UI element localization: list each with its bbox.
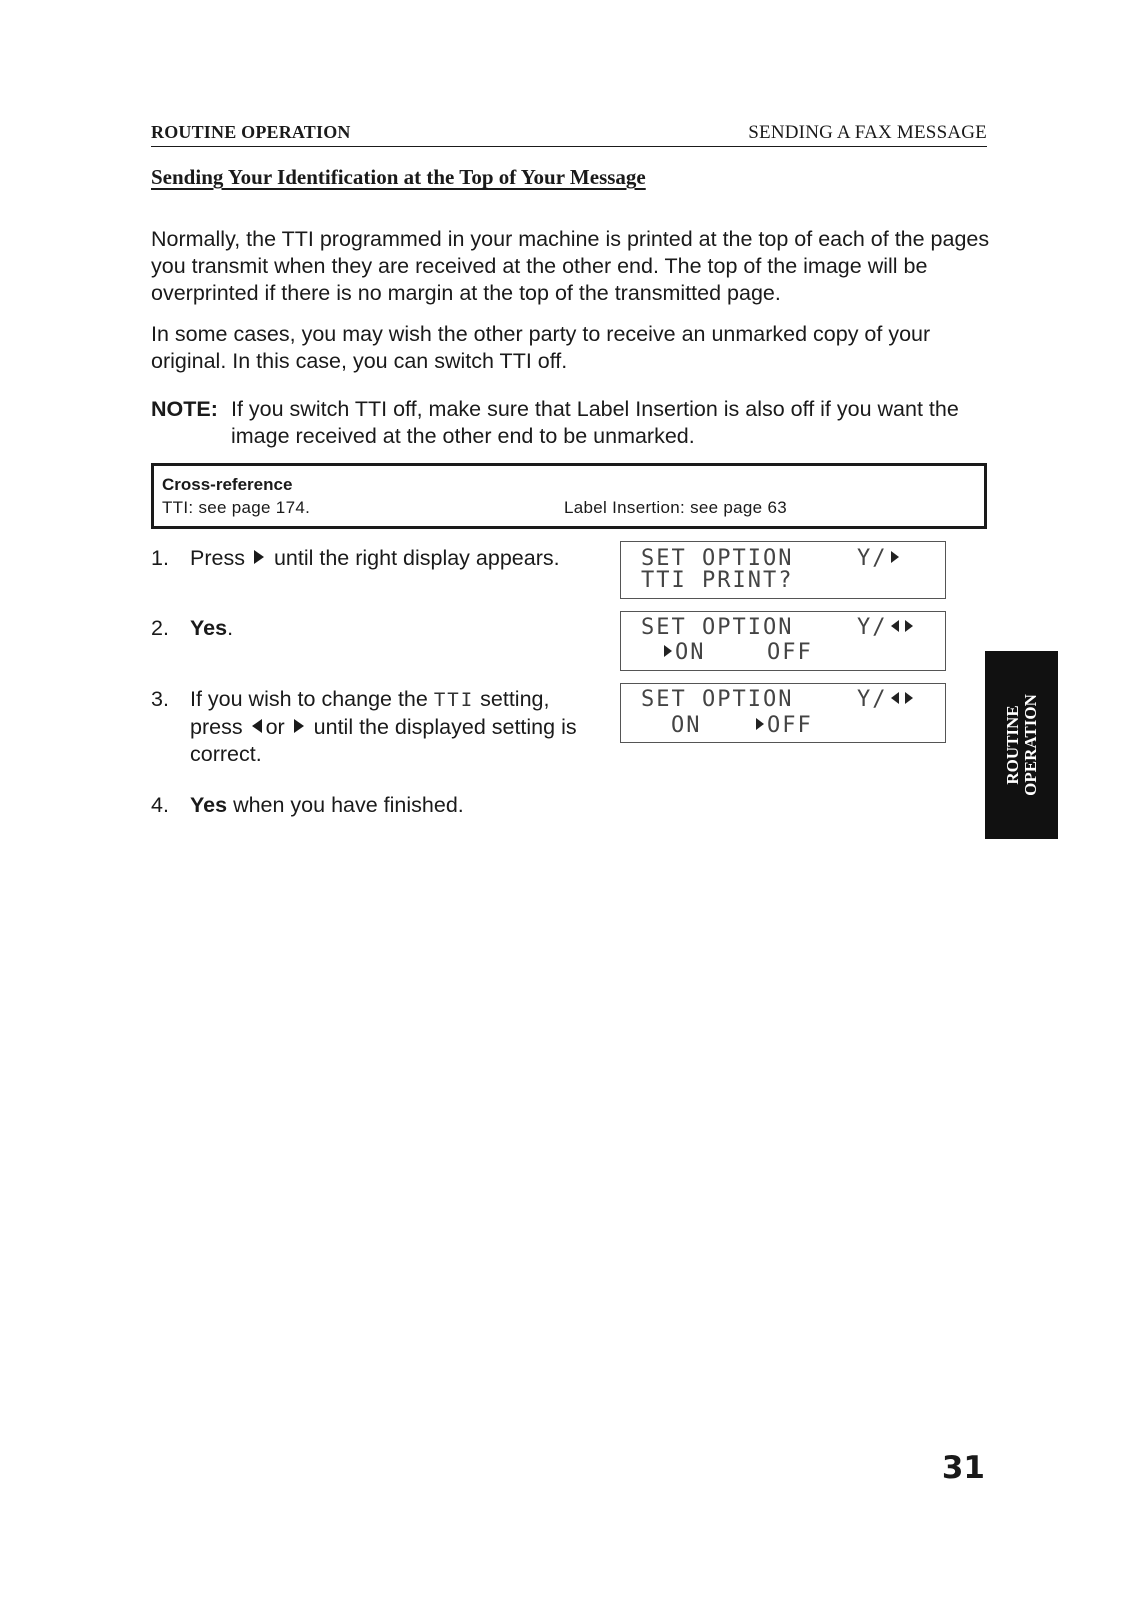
lcd-display-1 <box>620 541 946 599</box>
step-number: 1. <box>151 546 169 570</box>
step-text: until the displayed setting is correct. <box>190 715 577 766</box>
right-arrow-icon <box>905 692 913 704</box>
cursor-arrow-icon <box>664 645 672 657</box>
lcd-option-on-selected: ON <box>661 641 706 665</box>
step-text: Press <box>190 546 245 570</box>
lcd-line-1: SET OPTION <box>641 546 794 571</box>
note-label: NOTE: <box>151 397 218 421</box>
step-number: 2. <box>151 616 169 640</box>
step-number: 4. <box>151 793 169 817</box>
step-1 <box>151 545 601 572</box>
left-arrow-icon <box>891 620 899 632</box>
cross-reference-box <box>151 463 987 529</box>
right-arrow-key-icon <box>294 719 304 733</box>
chapter-thumb-tab <box>985 651 1058 839</box>
lcd-display-2 <box>620 611 946 671</box>
lcd-indicator: Y/ <box>857 547 902 571</box>
right-arrow-icon <box>905 620 913 632</box>
lcd-option-off-selected: OFF <box>753 714 813 738</box>
intro-paragraph: Normally, the TTI programmed in your machine is printed at the top of each of the pages you transmit when they are received at the other end. The top of the image will be overprinted if there is no margin at the top of the transmitted page. <box>151 227 990 305</box>
cross-reference-tti: TTI: see page 174. <box>162 498 311 517</box>
page-number: 31 <box>941 1450 985 1486</box>
step-2 <box>151 615 601 642</box>
tti-setting-name: TTI <box>433 689 475 711</box>
step-text: . <box>227 616 234 640</box>
left-arrow-icon <box>891 692 899 704</box>
lcd-line-2: TTI PRINT? <box>641 568 794 593</box>
right-arrow-icon <box>891 551 899 563</box>
right-arrow-key-icon <box>254 550 264 564</box>
step-text: until the right display appears. <box>273 546 560 570</box>
left-arrow-key-icon <box>252 719 262 733</box>
yes-key-label: Yes <box>190 616 228 640</box>
cross-reference-title: Cross-reference <box>162 475 293 494</box>
lcd-indicator: Y/ <box>857 616 916 640</box>
running-header <box>151 122 987 147</box>
lcd-indicator: Y/ <box>857 688 916 712</box>
step-3 <box>151 686 601 768</box>
cursor-arrow-icon <box>756 718 764 730</box>
lcd-line-1: SET OPTION <box>641 687 794 712</box>
step-text: setting, press <box>190 687 550 739</box>
cross-reference-label-insertion: Label Insertion: see page 63 <box>564 498 787 517</box>
second-paragraph: In some cases, you may wish the other party to receive an unmarked copy of your original. In this case, you can switch TTI off. <box>151 322 931 373</box>
chapter-tab-label: ROUTINE OPERATION <box>1002 694 1040 796</box>
header-chapter: ROUTINE OPERATION <box>151 122 351 142</box>
step-text: when you have finished. <box>233 793 464 817</box>
lcd-option-on: ON <box>671 713 702 738</box>
lcd-display-3 <box>620 683 946 743</box>
step-text: If you wish to change the <box>190 687 428 711</box>
step-4 <box>151 792 601 819</box>
lcd-line-1: SET OPTION <box>641 615 794 640</box>
note-text: If you switch TTI off, make sure that Label Insertion is also off if you want the image received at the other end to be unmarked. <box>231 397 959 448</box>
yes-key-label: Yes <box>190 793 228 817</box>
section-title: Sending Your Identification at the Top of Your Message <box>151 165 646 189</box>
step-text: or <box>265 715 285 739</box>
note <box>151 396 991 450</box>
header-section: SENDING A FAX MESSAGE <box>748 122 987 143</box>
lcd-option-off: OFF <box>767 640 813 665</box>
step-number: 3. <box>151 687 169 711</box>
